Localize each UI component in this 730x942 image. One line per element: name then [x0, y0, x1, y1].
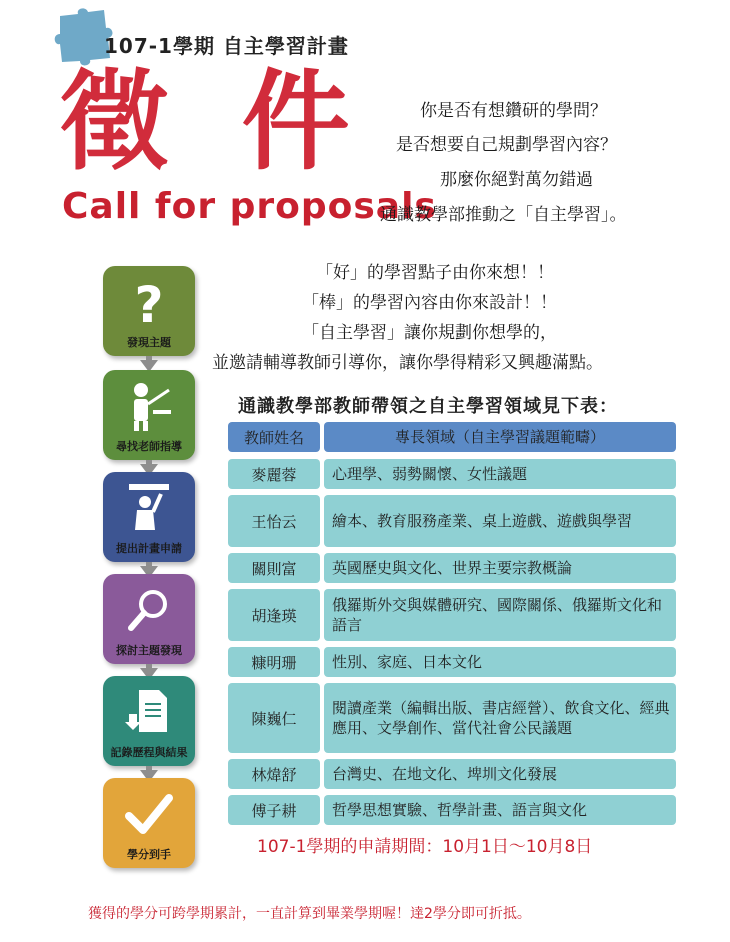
step-submit-proposal	[103, 472, 195, 562]
table-row	[228, 459, 676, 489]
call-for-proposals-title: Call for proposals	[62, 186, 437, 227]
teacher-specialty: 俄羅斯外交與媒體研究、國際關係、俄羅斯文化和語言	[324, 589, 676, 641]
header-teacher-name: 教師姓名	[228, 422, 320, 452]
teacher-name: 傅子耕	[228, 795, 320, 825]
intro-line: 那麼你絕對萬勿錯過	[440, 170, 593, 190]
teacher-specialty: 英國歷史與文化、世界主要宗教概論	[324, 553, 676, 583]
checkmark-icon	[121, 786, 177, 842]
table-row	[228, 795, 676, 825]
step-record-process	[103, 676, 195, 766]
table-header-row	[228, 422, 676, 452]
table-row	[228, 759, 676, 789]
step-explore-findings	[103, 574, 195, 664]
intro-line: 通識教學部推動之「自主學習」。	[380, 205, 627, 225]
step-label: 記錄歷程與結果	[110, 746, 188, 759]
document-download-icon	[121, 684, 177, 740]
pitch-line: 「自主學習」讓你規劃你想學的，	[302, 323, 557, 343]
step-label: 學分到手	[127, 848, 171, 861]
teacher-name: 胡逢瑛	[228, 589, 320, 641]
step-label: 提出計畫申請	[116, 542, 182, 555]
application-period: 107-1學期的申請期間：10月1日～10月8日	[257, 837, 593, 857]
teacher-specialty: 心理學、弱勢關懷、女性議題	[324, 459, 676, 489]
intro-line: 你是否有想鑽研的學問？	[420, 101, 607, 121]
teacher-specialty: 台灣史、在地文化、埤圳文化發展	[324, 759, 676, 789]
teacher-specialty: 哲學思想實驗、哲學計畫、語言與文化	[324, 795, 676, 825]
table-title: 通識教學部教師帶領之自主學習領域見下表：	[238, 396, 618, 417]
step-label: 探討主題發現	[116, 644, 182, 657]
step-find-teacher	[103, 370, 195, 460]
credit-note: 獲得的學分可跨學期累計，一直計算到畢業學期喔！達2學分即可折抵。	[88, 906, 531, 922]
teacher-name: 陳巍仁	[228, 683, 320, 753]
page-title: 徵 件	[60, 59, 368, 185]
table-row	[228, 553, 676, 583]
step-discover-topic	[103, 266, 195, 356]
question-mark-icon	[121, 274, 177, 330]
step-label: 尋找老師指導	[116, 440, 182, 453]
pitch-line: 「好」的學習點子由你來想！！	[316, 263, 554, 283]
teacher-name: 糠明珊	[228, 647, 320, 677]
teacher-specialty: 繪本、教育服務產業、桌上遊戲、遊戲與學習	[324, 495, 676, 547]
teacher-name: 王怡云	[228, 495, 320, 547]
step-label: 發現主題	[127, 336, 171, 349]
header-specialty: 專長領域（自主學習議題範疇）	[324, 422, 676, 452]
svg-text:?: ?	[134, 276, 164, 330]
teacher-specialty: 閱讀產業（編輯出版、書店經營）、飲食文化、經典應用、文學創作、當代社會公民議題	[324, 683, 676, 753]
plan-subtitle: 107-1學期 自主學習計畫	[104, 34, 349, 58]
table-row	[228, 683, 676, 753]
table-row	[228, 589, 676, 641]
teacher-name: 麥麗蓉	[228, 459, 320, 489]
magnifier-icon	[121, 582, 177, 638]
pitch-line: 並邀請輔導教師引導你，讓你學得精彩又興趣滿點。	[212, 353, 603, 373]
teacher-icon	[121, 378, 177, 434]
teacher-specialty: 性別、家庭、日本文化	[324, 647, 676, 677]
table-row	[228, 495, 676, 547]
teacher-name: 林煒舒	[228, 759, 320, 789]
intro-line: 是否想要自己規劃學習內容？	[396, 135, 617, 155]
teacher-name: 關則富	[228, 553, 320, 583]
raised-hand-icon	[121, 480, 177, 536]
table-row	[228, 647, 676, 677]
step-earn-credits	[103, 778, 195, 868]
pitch-line: 「棒」的學習內容由你來設計！！	[302, 293, 557, 313]
